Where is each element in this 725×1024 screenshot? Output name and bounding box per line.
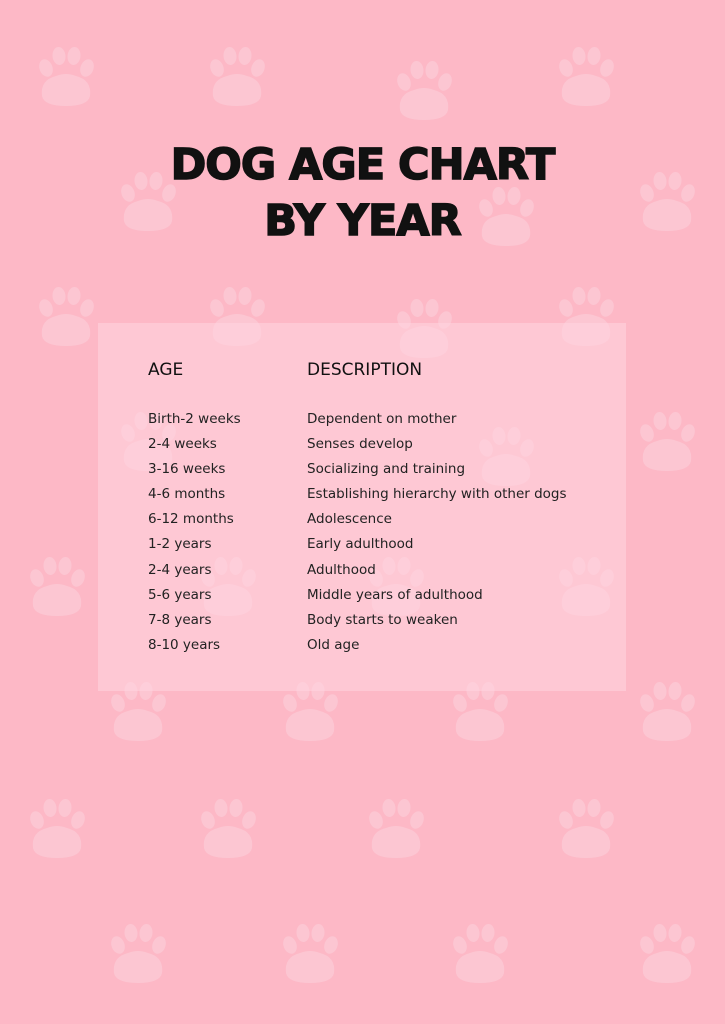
paw-print-icon — [451, 923, 510, 983]
age-cell: 4-6 months — [148, 486, 226, 503]
paw-print-icon — [557, 46, 616, 106]
paw-print-icon — [638, 923, 697, 983]
paw-print-icon — [28, 556, 87, 616]
age-cell: 1-2 years — [148, 536, 212, 553]
age-cell: 3-16 weeks — [148, 461, 226, 478]
age-cell: 2-4 weeks — [148, 436, 217, 453]
paw-print-icon — [557, 798, 616, 858]
age-cell: 5-6 years — [148, 586, 212, 603]
paw-print-icon — [109, 923, 168, 983]
description-cell: Old age — [307, 636, 360, 653]
description-cell: Early adulthood — [307, 536, 414, 553]
age-cell: 8-10 years — [148, 636, 221, 653]
table-row — [148, 508, 608, 533]
age-column-header: AGE — [148, 360, 184, 380]
age-cell: 6-12 months — [148, 511, 234, 528]
description-cell: Establishing hierarchy with other dogs — [307, 486, 567, 503]
paw-print-icon — [281, 923, 340, 983]
description-cell: Adolescence — [307, 511, 392, 528]
table-row — [148, 634, 608, 659]
table-row — [148, 408, 608, 433]
table-row — [148, 533, 608, 558]
age-table-rows — [148, 408, 608, 659]
description-cell: Dependent on mother — [307, 411, 457, 427]
table-row — [148, 483, 608, 508]
table-row — [148, 584, 608, 609]
paw-print-icon — [638, 411, 697, 471]
page-title-line-2: BY YEAR — [264, 196, 461, 246]
paw-print-icon — [28, 798, 87, 858]
age-cell: Birth-2 weeks — [148, 411, 241, 427]
description-cell: Adulthood — [307, 561, 376, 578]
table-row — [148, 433, 608, 458]
paw-print-icon — [37, 286, 96, 346]
table-row — [148, 559, 608, 584]
paw-print-icon — [199, 798, 258, 858]
description-cell: Middle years of adulthood — [307, 586, 483, 603]
description-column-header: DESCRIPTION — [307, 360, 423, 380]
paw-print-icon — [395, 60, 454, 120]
description-cell: Senses develop — [307, 436, 413, 453]
paw-print-icon — [367, 798, 426, 858]
table-row — [148, 458, 608, 483]
page-title-line-1: DOG AGE CHART — [170, 140, 555, 190]
paw-print-icon — [37, 46, 96, 106]
table-row — [148, 609, 608, 634]
age-cell: 2-4 years — [148, 561, 212, 578]
paw-print-icon — [638, 681, 697, 741]
age-cell: 7-8 years — [148, 611, 212, 628]
paw-print-icon — [208, 46, 267, 106]
description-cell: Socializing and training — [307, 461, 466, 478]
description-cell: Body starts to weaken — [307, 611, 458, 628]
